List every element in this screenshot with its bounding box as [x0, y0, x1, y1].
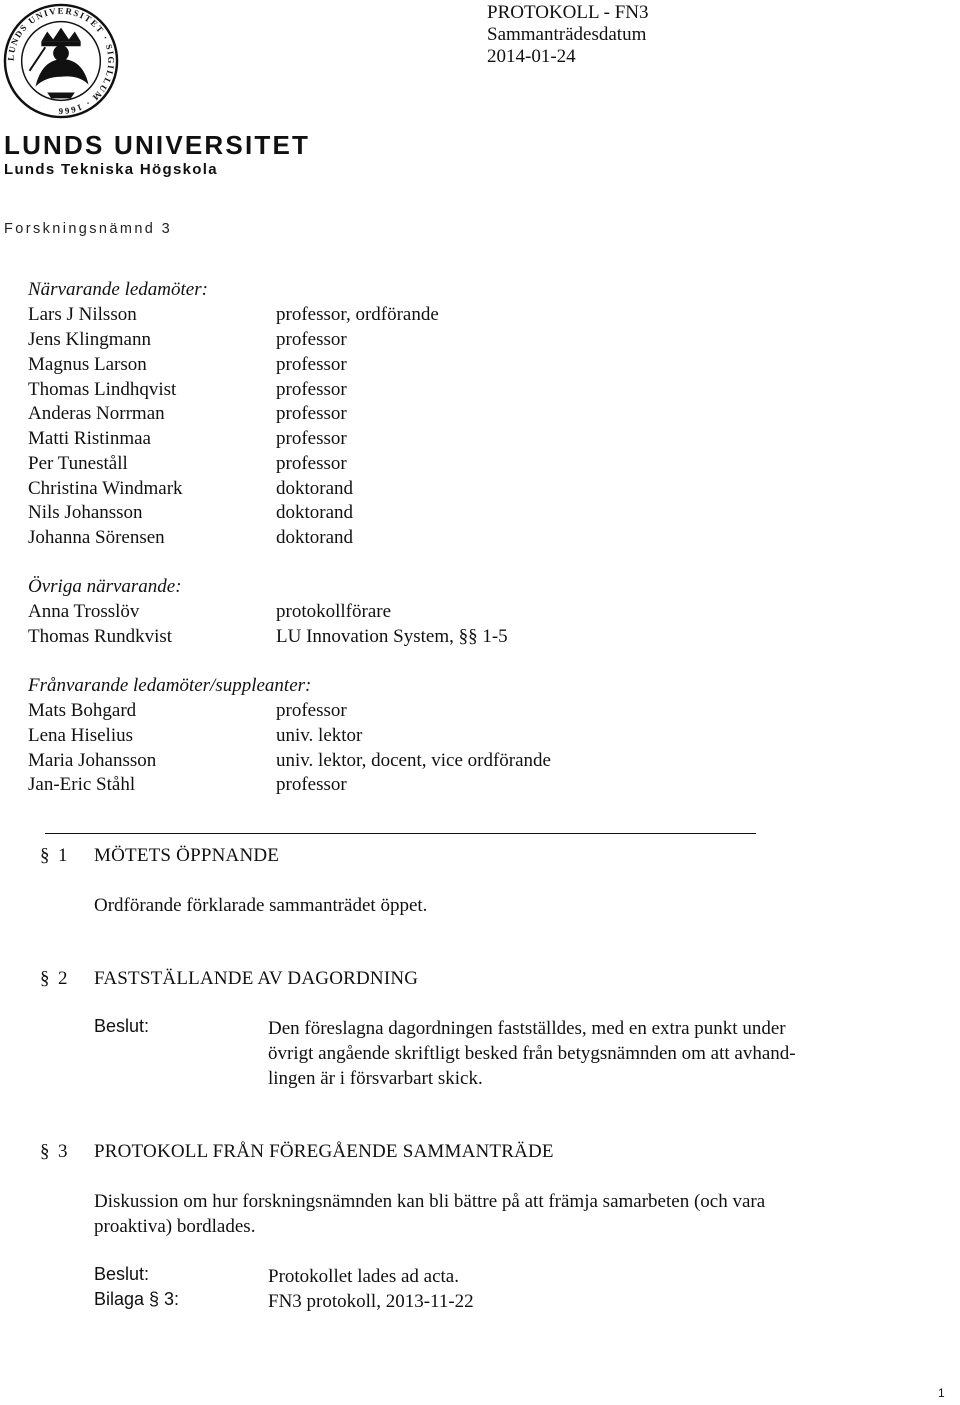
absent-members-heading: Frånvarande ledamöter/suppleanter:	[28, 675, 312, 696]
section-divider	[45, 833, 756, 834]
paragraph-title: FASTSTÄLLANDE AV DAGORDNING	[94, 968, 419, 989]
member-row	[28, 451, 728, 476]
absent-row	[28, 748, 728, 773]
member-row	[28, 500, 728, 525]
paragraph-number: 3	[58, 1141, 68, 1162]
person-role: univ. lektor, docent, vice ordförande	[276, 750, 551, 771]
other-present-row	[28, 599, 728, 624]
member-row	[28, 525, 728, 550]
university-seal-logo	[2, 2, 120, 120]
decision-label: Beslut:	[94, 1016, 150, 1036]
paragraph-sign: §	[40, 968, 50, 989]
person-role: LU Innovation System, §§ 1-5	[276, 626, 508, 647]
present-members-heading: Närvarande ledamöter:	[28, 279, 208, 300]
faculty-name: Lunds Tekniska Högskola	[4, 161, 218, 178]
person-name: Maria Johansson	[28, 750, 157, 771]
decision-label: Beslut:	[94, 1264, 150, 1284]
member-row	[28, 327, 728, 352]
member-name: Per Tuneståll	[28, 453, 128, 474]
document-header	[487, 2, 649, 68]
member-role: professor, ordförande	[276, 304, 439, 325]
decision-text	[268, 1016, 868, 1091]
member-row	[28, 302, 728, 327]
member-name: Johanna Sörensen	[28, 527, 165, 548]
decision-line: Den föreslagna dagordningen fastställdes, med en extra punkt under	[268, 1018, 786, 1039]
absent-row	[28, 723, 728, 748]
paragraph-sign: §	[40, 1141, 50, 1162]
paragraph-text: Ordförande förklarade sammanträdet öppet.	[94, 895, 428, 916]
seal-text: LUNDS UNIVERSITET · SIGILLUM · 1666	[5, 5, 117, 117]
member-name: Thomas Lindhqvist	[28, 379, 177, 400]
decision-line: övrigt angående skriftligt besked från betygsnämnden om att avhand-	[268, 1043, 796, 1064]
text-line: Diskussion om hur forskningsnämnden kan bli bättre på att främja samarbeten (och vara	[94, 1191, 766, 1212]
member-role: doktorand	[276, 502, 354, 523]
decision-text: Protokollet lades ad acta.	[268, 1266, 459, 1287]
member-name: Anderas Norrman	[28, 403, 165, 424]
member-name: Matti Ristinmaa	[28, 428, 151, 449]
member-row	[28, 377, 728, 402]
page-number: 1	[938, 1386, 945, 1400]
member-row	[28, 352, 728, 377]
member-row	[28, 401, 728, 426]
paragraph-text	[94, 1189, 864, 1239]
member-role: professor	[276, 453, 347, 474]
person-name: Jan-Eric Ståhl	[28, 774, 136, 795]
paragraph-number: 1	[58, 845, 68, 866]
member-role: professor	[276, 329, 347, 350]
member-row	[28, 426, 728, 451]
member-name: Nils Johansson	[28, 502, 143, 523]
absent-row	[28, 698, 728, 723]
member-row	[28, 476, 728, 501]
paragraph-sign: §	[40, 845, 50, 866]
other-present-row	[28, 624, 728, 649]
member-name: Jens Klingmann	[28, 329, 151, 350]
date-label: Sammanträdesdatum	[487, 24, 647, 45]
paragraph-title: MÖTETS ÖPPNANDE	[94, 845, 280, 866]
member-role: professor	[276, 379, 347, 400]
member-role: doktorand	[276, 478, 354, 499]
member-name: Christina Windmark	[28, 478, 183, 499]
member-name: Magnus Larson	[28, 354, 147, 375]
member-role: professor	[276, 403, 347, 424]
member-role: professor	[276, 428, 347, 449]
person-name: Anna Trosslöv	[28, 601, 140, 622]
person-role: professor	[276, 774, 347, 795]
person-name: Lena Hiselius	[28, 725, 134, 746]
person-role: professor	[276, 700, 347, 721]
attachment-text: FN3 protokoll, 2013-11-22	[268, 1291, 474, 1312]
absent-row	[28, 772, 728, 797]
person-role: univ. lektor	[276, 725, 363, 746]
member-name: Lars J Nilsson	[28, 304, 137, 325]
person-name: Mats Bohgard	[28, 700, 137, 721]
board-name: Forskningsnämnd 3	[4, 221, 173, 237]
university-name: LUNDS UNIVERSITET	[4, 130, 311, 160]
paragraph-number: 2	[58, 968, 68, 989]
date-value: 2014-01-24	[487, 46, 576, 67]
member-role: doktorand	[276, 527, 354, 548]
text-line: proaktiva) bordlades.	[94, 1216, 256, 1237]
paragraph-title: PROTOKOLL FRÅN FÖREGÅENDE SAMMANTRÄDE	[94, 1141, 554, 1162]
person-name: Thomas Rundkvist	[28, 626, 173, 647]
attachment-label: Bilaga § 3:	[94, 1289, 180, 1309]
member-role: professor	[276, 354, 347, 375]
document-type: PROTOKOLL - FN3	[487, 2, 649, 23]
other-present-heading: Övriga närvarande:	[28, 576, 182, 597]
decision-line: lingen är i försvarbart skick.	[268, 1068, 483, 1089]
person-role: protokollförare	[276, 601, 392, 622]
